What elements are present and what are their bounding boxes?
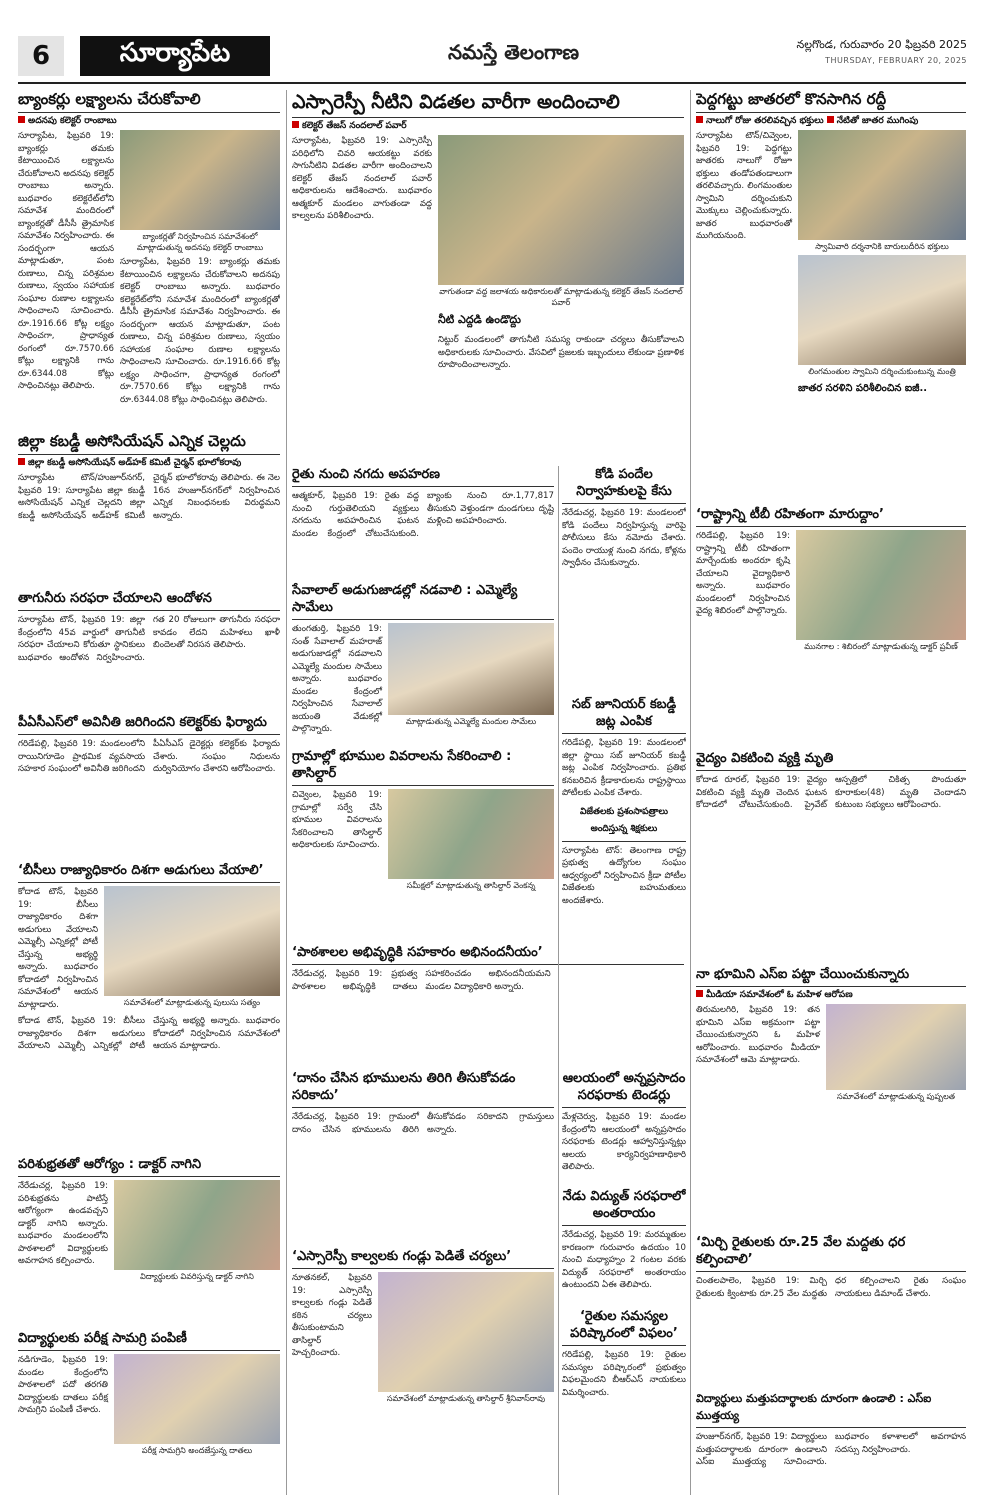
- photo-caption: వాగుతండా వద్ద జలాశయ అధికారులతో మాట్లాడుతున్న కలెక్టర్ తేజస్ నందలాల్ పవార్: [439, 287, 683, 307]
- article-body-cont: కోదాడ టౌన్, ఫిబ్రవరి 19: బీసీలు రాజ్యాధికారం దిశగా అడుగులు వేయాలని ఎమ్మెల్సీ ఎన్నికల్లో పోటీ చేస్తున్న అభ్యర్థి అన్నారు. బుధవారం కోదాడలో నిర్వహించిన సమావేశంలో ఆయన మాట్లాడారు.: [18, 1016, 280, 1051]
- news-photo: [796, 530, 966, 640]
- article-donated-land: [292, 1070, 554, 1242]
- headline: ‘దానం చేసిన భూములను తిరిగి తీసుకోవడం సరికాదు’: [292, 1070, 554, 1108]
- article-medical-death: [696, 750, 966, 960]
- article-body: చింతలపాలెం, ఫిబ్రవరి 19: మిర్చి రైతులకు క్వింటాకు రూ.25 వేల మద్దతు ధర కల్పించాలని రైతు సంఘం నాయకులు డిమాండ్ చేశారు.: [696, 1276, 966, 1299]
- news-photo: [114, 1180, 280, 1270]
- news-photo: [798, 255, 966, 365]
- article-land-survey: [292, 748, 554, 938]
- masthead-rule: [18, 82, 966, 84]
- column-divider: [558, 466, 559, 1495]
- photo-caption: సమీక్షలో మాట్లాడుతున్న తాసిల్దార్ వెంకన్న: [406, 881, 536, 890]
- subheadline: నీటి ఎద్దడి ఉండొద్దు: [438, 313, 521, 326]
- article-body: సూర్యాపేట, ఫిబ్రవరి 19: ఎస్సారెస్పీ పరిధిలోని చివరి ఆయకట్టు వరకు సాగునీటిని విడతల వారీగా అందించాలని కలెక్టర్ తేజస్ నందలాల్ పవార్ అధికారులను ఆదేశించారు. బుధవారం ఆత్మకూర్ మండలం వాగుతండా వద్ద కాల్వలను పరిశీలించారు.: [292, 136, 432, 221]
- article-body: గరిడేపల్లి, ఫిబ్రవరి 19: రాష్ట్రాన్ని టీబీ రహితంగా మార్చేందుకు అందరూ కృషి చేయాలని వైద్యాధికారి అన్నారు. బుధవారం మండలంలో నిర్వహించిన వైద్య శిబిరంలో పాల్గొన్నారు.: [696, 531, 790, 616]
- headline: విద్యార్థులకు పరీక్ష సామగ్రి పంపిణీ: [18, 1330, 280, 1351]
- article-body: కోదాడ టౌన్, ఫిబ్రవరి 19: బీసీలు రాజ్యాధికారం దిశగా అడుగులు వేయాలని ఎమ్మెల్సీ ఎన్నికల్లో పోటీ చేస్తున్న అభ్యర్థి అన్నారు. బుధవారం కోదాడలో నిర్వహించిన సమావేశంలో ఆయన మాట్లాడారు.: [18, 887, 98, 1010]
- article-farmers-issues: [562, 1308, 686, 1495]
- article-body: సూర్యాపేట టౌన్/చివ్వెంల, ఫిబ్రవరి 19: పెద్దగట్టు జాతరకు నాలుగో రోజూ భక్తులు తండోపతండాలుగా తరలివచ్చారు. లింగమంతుల స్వామిని దర్శించుకుని మొక్కులు చెల్లించుకున్నారు. జాతర బుధవారంతో ముగియనుంది.: [696, 131, 792, 241]
- article-water-protest: [18, 590, 280, 708]
- photo-caption: పరీక్ష సామగ్రిని అందజేస్తున్న దాతలు: [141, 1446, 253, 1455]
- article-drugs-awareness: [696, 1390, 966, 1495]
- date-telugu: నల్లగొండ, గురువారం 20 ఫిబ్రవరి 2025: [796, 38, 967, 51]
- page-number: 6: [18, 36, 64, 76]
- article-body-cont: సూర్యాపేట, ఫిబ్రవరి 19: బ్యాంకర్లు తమకు కేటాయించిన లక్ష్యాలను చేరుకోవాలని అదనపు కలెక్టర్ రాంబాబు అన్నారు. బుధవారం కలెక్టరేట్‌లోని సమావేశ మందిరంలో బ్యాంకర్లతో డీసీసీ త్రైమాసిక సమావేశం నిర్వహించారు. ఈ సందర్భంగా ఆయన మాట్లాడుతూ, పంట రుణాలు, చిన్న పరిశ్రమల రుణాలు, స్వయం సహాయక సంఘాల రుణాల లక్ష్యాలను సాధించాలని సూచించారు. రూ.1916.66 కోట్ల లక్ష్యం సాధించగా, ప్రాధాన్యత రంగంలో రూ.7570.66 కోట్లు లక్ష్యానికి గాను రూ.6344.08 కోట్లు సాధించినట్లు తెలిపారు.: [120, 257, 280, 405]
- headline: నా భూమిని ఎస్‌ఐ పట్టా చేయించుకున్నారు: [696, 966, 966, 987]
- article-body: కోదాడ రూరల్, ఫిబ్రవరి 19: వైద్యం వికటించి వ్యక్తి మృతి చెందిన ఘటన కోదాడలో చోటుచేసుకుంది. ప్రైవేట్ ఆస్పత్రిలో చికిత్స పొందుతూ కూరాకుల(48) మృతి చెందాడని కుటుంబ సభ్యులు ఆరోపించారు.: [696, 775, 966, 810]
- headline: తాగునీరు సరఫరా చేయాలని ఆందోళన: [18, 590, 280, 611]
- news-photo: [114, 1354, 280, 1444]
- article-bc-power: [18, 862, 280, 1150]
- headline: ‘ఎస్సారెస్పీ కాల్వలకు గండ్లు పెడితే చర్యలు’: [292, 1248, 554, 1269]
- article-cash-theft: [292, 466, 554, 576]
- article-exam-material: [18, 1330, 280, 1495]
- photo-caption: సమావేశంలో మాట్లాడుతున్న పుష్పలత: [836, 1092, 956, 1101]
- article-body: నేరేడుచర్ల, ఫిబ్రవరి 19: పరిశుభ్రతను పాటిస్తే ఆరోగ్యంగా ఉండవచ్చని డాక్టర్ నాగిని అన్నారు. బుధవారం మండలంలోని పాఠశాలలో విద్యార్థులకు అవగాహన కల్పించారు.: [18, 1181, 108, 1266]
- article-cockfight: [562, 466, 686, 691]
- column-divider: [286, 90, 287, 1495]
- dateline: [797, 38, 968, 65]
- headline: ‘పాఠశాలల అభివృద్ధికి సహకారం అభినందనీయం’: [292, 944, 684, 965]
- article-body: నేరేడుచర్ల, ఫిబ్రవరి 19: ప్రభుత్వ పాఠశాలల అభివృద్ధికి దాతలు సహకరించడం అభినందనీయమని మండల విద్యాధికారి అన్నారు.: [292, 969, 551, 992]
- district-banner: సూర్యాపేట: [80, 36, 270, 76]
- article-bankers: [18, 90, 280, 425]
- article-pacs-complaint: [18, 714, 280, 856]
- byline: కలెక్టర్ తేజస్ నందలాల్ పవార్: [292, 121, 684, 133]
- article-body: సూర్యాపేట టౌన్, ఫిబ్రవరి 19: జిల్లా కేంద్రంలోని 45వ వార్డులో తాగునీటి సరఫరా చేయాలని కోరుతూ స్థానికులు బుధవారం ఆందోళన నిర్వహించారు. గత 20 రోజులుగా తాగునీరు సరఫరా కావడం లేదని మహిళలు ఖాళీ బిందెలతో నిరసన తెలిపారు.: [18, 615, 280, 663]
- date-english: THURSDAY, FEBRUARY 20, 2025: [825, 56, 967, 65]
- photo-caption: సమావేశంలో మాట్లాడుతున్న పులుసు సత్యం: [123, 998, 261, 1007]
- photo-caption: బ్యాంకర్లతో నిర్వహించిన సమావేశంలో మాట్లాడుతున్న అదనపు కలెక్టర్ రాంబాబు: [136, 232, 264, 252]
- news-photo: [104, 886, 280, 996]
- byline: జిల్లా కబడ్డీ అసోసియేషన్ అడ్‌హక్ కమిటీ చైర్మన్ భూలోకరావు: [18, 458, 280, 470]
- article-body: నేరేడుచర్ల, ఫిబ్రవరి 19: గ్రామంలో దానం చేసిన భూములను తిరిగి తీసుకోవడం సరికాదని గ్రామస్తులు అన్నారు.: [292, 1112, 554, 1135]
- article-body: గరిడేపల్లి, ఫిబ్రవరి 19: మండలంలో జిల్లా స్థాయి సబ్ జూనియర్ కబడ్డీ జట్ల ఎంపిక నిర్వహించారు. ప్రతిభ కనబరిచిన క్రీడాకారులను రాష్ట్రస్థాయి పోటీలకు ఎంపిక చేశారు.: [562, 738, 686, 798]
- article-chilli-price: [696, 1234, 966, 1384]
- headline: పెద్దగట్టు జాతరలో కొనసాగిన రద్దీ: [696, 90, 966, 113]
- headline: రైతు నుంచి నగదు అపహరణ: [292, 466, 554, 487]
- news-photo: [388, 789, 554, 879]
- news-photo: [120, 130, 280, 230]
- article-body: ఆత్మకూర్, ఫిబ్రవరి 19: రైతు వద్ద నుంచి గుర్తుతెలియని వ్యక్తులు నగదును అపహరించిన ఘటన మండల కేంద్రంలో చోటుచేసుకుంది. బ్యాంకు నుంచి రూ.1,77,817 తీసుకుని వెళ్తుండగా దుండగులు దృష్టి మళ్లించి అపహరించారు.: [292, 491, 554, 539]
- headline: ఎస్సారెస్పీ నీటిని విడతల వారీగా అందించాలి: [292, 90, 684, 118]
- photo-caption: విద్యార్థులకు వివరిస్తున్న డాక్టర్ నాగిని: [140, 1272, 254, 1281]
- article-body: గరిడేపల్లి, ఫిబ్రవరి 19: రైతుల సమస్యల పరిష్కారంలో ప్రభుత్వం విఫలమైందని బీఆర్‌ఎస్ నాయకులు విమర్శించారు.: [562, 1350, 686, 1398]
- headline: ‘రైతుల సమస్యల పరిష్కారంలో విఫలం’: [562, 1308, 686, 1346]
- article-peddagattu-jatara: [696, 90, 966, 500]
- article-body: నేరేడుచర్ల, ఫిబ్రవరి 19: మరమ్మతుల కారణంగా గురువారం ఉదయం 10 నుంచి మధ్యాహ్నం 2 గంటల వరకు విద్యుత్ సరఫరాలో అంతరాయం ఉంటుందని ఏఈ తెలిపారు.: [562, 1230, 686, 1290]
- masthead: [0, 0, 981, 80]
- headline: జిల్లా కబడ్డీ అసోసియేషన్ ఎన్నిక చెల్లదు: [18, 432, 280, 455]
- article-kabaddi-selection: [562, 696, 686, 946]
- news-photo: [438, 135, 684, 285]
- subheadline: జాతర సరళిని పరిశీలించిన ఐజీ..: [798, 383, 928, 394]
- photo-caption: మాట్లాడుతున్న ఎమ్మెల్యే మందుల సామేలు: [405, 717, 537, 726]
- news-photo: [378, 1272, 554, 1392]
- article-hygiene: [18, 1156, 280, 1324]
- article-body: నడిగూడెం, ఫిబ్రవరి 19: మండల కేంద్రంలోని పాఠశాలలో పదో తరగతి విద్యార్థులకు దాతలు పరీక్ష సామగ్రిని పంపిణీ చేశారు.: [18, 1355, 108, 1415]
- article-body: సూర్యాపేట టౌన్: తెలంగాణ రాష్ట్ర ప్రభుత్వ ఉద్యోగుల సంఘం ఆధ్వర్యంలో నిర్వహించిన క్రీడా పోటీల విజేతలకు బహుమతులు అందజేశారు.: [562, 845, 686, 906]
- column-divider: [690, 90, 691, 1495]
- article-body: గరిడేపల్లి, ఫిబ్రవరి 19: మండలంలోని రాయినిగూడెం ప్రాథమిక వ్యవసాయ సహకార సంఘంలో అవినీతి జరిగిందని పీఏసీఎస్ డైరెక్టర్లు కలెక్టర్‌కు ఫిర్యాదు చేశారు. సంఘం నిధులను దుర్వినియోగం చేశారని ఆరోపించారు.: [18, 739, 280, 774]
- headline: విద్యార్థులు మత్తుపదార్థాలకు దూరంగా ఉండాలి : ఎస్‌ఐ ముత్తయ్య: [696, 1390, 966, 1428]
- article-body: తిరుమలగిరి, ఫిబ్రవరి 19: తన భూమిని ఎస్‌ఐ అక్రమంగా పట్టా చేయించుకున్నారని ఓ మహిళ ఆరోపించారు. బుధవారం మీడియా సమావేశంలో ఆమె మాట్లాడారు.: [696, 1005, 820, 1065]
- headline: ‘రాష్ట్రాన్ని టీబీ రహితంగా మారుద్దాం’: [696, 506, 966, 527]
- newspaper-brand: నమస్తే తెలంగాణ: [448, 40, 580, 64]
- headline: నేడు విద్యుత్ సరఫరాలో అంతరాయం: [562, 1188, 686, 1226]
- photo-caption: సమావేశంలో మాట్లాడుతున్న తాసిల్దార్ శ్రీనివాస్‌రావు: [386, 1394, 546, 1403]
- article-body: మేళ్లచెర్వు, ఫిబ్రవరి 19: మండల కేంద్రంలోని ఆలయంలో అన్నప్రసాదం సరఫరాకు టెండర్లు ఆహ్వానిస్తున్నట్లు ఆలయ కార్యనిర్వహణాధికారి తెలిపారు.: [562, 1112, 686, 1172]
- article-canal-breach: [292, 1248, 554, 1495]
- headline: ఆలయంలో అన్నప్రసాదం సరఫరాకు టెండర్లు: [562, 1070, 686, 1108]
- news-photo: [388, 623, 554, 715]
- headline: గ్రామాల్లో భూముల వివరాలను సేకరించాలి : తాసిల్దార్: [292, 748, 554, 786]
- article-body: నేరేడుచర్ల, ఫిబ్రవరి 19: మండలంలో కోడి పందేలు నిర్వహిస్తున్న వారిపై పోలీసులు కేసు నమోదు చేశారు. పందెం రాయుళ్ల నుంచి నగదు, కోళ్లను స్వాధీనం చేసుకున్నారు.: [562, 508, 686, 568]
- photo-caption: లింగమంతుల స్వామిని దర్శించుకుంటున్న మంత్రి: [808, 367, 956, 376]
- article-school-development: [292, 944, 684, 1064]
- article-body: నూతనకల్, ఫిబ్రవరి 19: ఎస్సారెస్పీ కాల్వలకు గండ్లు పెడితే కఠిన చర్యలు తీసుకుంటామని తాసిల్దార్ హెచ్చరించారు.: [292, 1273, 372, 1358]
- article-power-cut: [562, 1188, 686, 1303]
- subheadline: విజేతలకు ప్రశంసాపత్రాలు అందిస్తున్న శిక్షకులు: [562, 804, 686, 842]
- headline: పీఏసీఎస్‌లో అవినీతి జరిగిందని కలెక్టర్‌కు ఫిర్యాదు: [18, 714, 280, 735]
- byline: మీడియా సమావేశంలో ఓ మహిళ ఆరోపణ: [696, 990, 966, 1002]
- headline: ‘బీసీలు రాజ్యాధికారం దిశగా అడుగులు వేయాలి’: [18, 862, 280, 883]
- headline: బ్యాంకర్లు లక్ష్యాలను చేరుకోవాలి: [18, 90, 280, 113]
- headline: వైద్యం వికటించి వ్యక్తి మృతి: [696, 750, 966, 771]
- article-body: సూర్యాపేట టౌన్/హుజూర్‌నగర్, ఫిబ్రవరి 19: సూర్యాపేట జిల్లా కబడ్డీ అసోసియేషన్ ఎన్నిక చెల్లదని జిల్లా కబడ్డీ అసోసియేషన్ అడ్‌హక్ కమిటీ చైర్మన్ భూలోకరావు తెలిపారు. ఈ నెల 16న హుజూర్‌నగర్‌లో నిర్వహించిన ఎన్నిక నిబంధనలకు విరుద్ధమని అన్నారు.: [18, 473, 280, 521]
- headline: సేవాలాల్ అడుగుజాడల్లో నడవాలి : ఎమ్మెల్యే సామేలు: [292, 582, 554, 620]
- article-body: సూర్యాపేట, ఫిబ్రవరి 19: బ్యాంకర్లు తమకు కేటాయించిన లక్ష్యాలను చేరుకోవాలని అదనపు కలెక్టర్ రాంబాబు అన్నారు. బుధవారం కలెక్టరేట్‌లోని సమావేశ మందిరంలో బ్యాంకర్లతో డీసీసీ త్రైమాసిక సమావేశం నిర్వహించారు. ఈ సందర్భంగా ఆయన మాట్లాడుతూ, పంట రుణాలు, చిన్న పరిశ్రమల రుణాలు, స్వయం సహాయక సంఘాల రుణాల లక్ష్యాలను సాధించాలని సూచించారు. రూ.1916.66 కోట్ల లక్ష్యం సాధించగా, ప్రాధాన్యత రంగంలో రూ.7570.66 కోట్లు లక్ష్యానికి గాను రూ.6344.08 కోట్లు సాధించినట్లు తెలిపారు.: [18, 131, 114, 391]
- news-photo: [798, 130, 966, 240]
- article-body: చివ్వెంల, ఫిబ్రవరి 19: గ్రామాల్లో సర్వే చేసి భూముల వివరాలను సేకరించాలని తాసిల్దార్ అధికారులకు సూచించారు.: [292, 790, 382, 850]
- news-photo: [826, 1004, 966, 1090]
- article-kabaddi-election: [18, 432, 280, 582]
- article-temple-tender: [562, 1070, 686, 1182]
- article-body: నిట్టుర్ మండలంలో తాగునీటి సమస్య రాకుండా చర్యలు తీసుకోవాలని అధికారులకు సూచించారు. వేసవిలో ప్రజలకు ఇబ్బందులు లేకుండా ప్రణాళిక రూపొందించాలన్నారు.: [438, 335, 684, 370]
- article-srsp-water: [292, 90, 684, 460]
- headline: ‘మిర్చి రైతులకు రూ.25 వేల మద్దతు ధర కల్పించాలి’: [696, 1234, 966, 1272]
- article-land-complaint: [696, 966, 966, 1228]
- photo-caption: మునగాల : శిబిరంలో మాట్లాడుతున్న డాక్టర్ ప్రవీణ్: [804, 642, 958, 651]
- headline: పరిశుభ్రతతో ఆరోగ్యం : డాక్టర్ నాగిని: [18, 1156, 280, 1177]
- article-body: హుజూర్‌నగర్, ఫిబ్రవరి 19: విద్యార్థులు మత్తుపదార్థాలకు దూరంగా ఉండాలని ఎస్‌ఐ ముత్తయ్య సూచించారు. బుధవారం కళాశాలలో అవగాహన సదస్సు నిర్వహించారు.: [696, 1432, 966, 1467]
- article-body: తుంగతుర్తి, ఫిబ్రవరి 19: సంత్ సేవాలాల్ మహరాజ్ అడుగుజాడల్లో నడవాలని ఎమ్మెల్యే మందుల సామేలు అన్నారు. బుధవారం మండల కేంద్రంలో నిర్వహించిన సేవాలాల్ జయంతి వేడుకల్లో పాల్గొన్నారు.: [292, 624, 382, 734]
- byline: నాలుగో రోజు తరలివచ్చిన భక్తులు నేటితో జాతర ముగింపు: [696, 116, 966, 128]
- headline: కోడి పందేల నిర్వాహకులపై కేసు: [562, 466, 686, 504]
- photo-caption: స్వామివారి దర్శనానికి బారులుదీరిన భక్తులు: [815, 242, 949, 251]
- headline: సబ్ జూనియర్ కబడ్డీ జట్ల ఎంపిక: [562, 696, 686, 734]
- article-sevalal: [292, 582, 554, 742]
- article-tb-free: [696, 506, 966, 744]
- byline: అదనపు కలెక్టర్ రాంబాబు: [18, 116, 280, 128]
